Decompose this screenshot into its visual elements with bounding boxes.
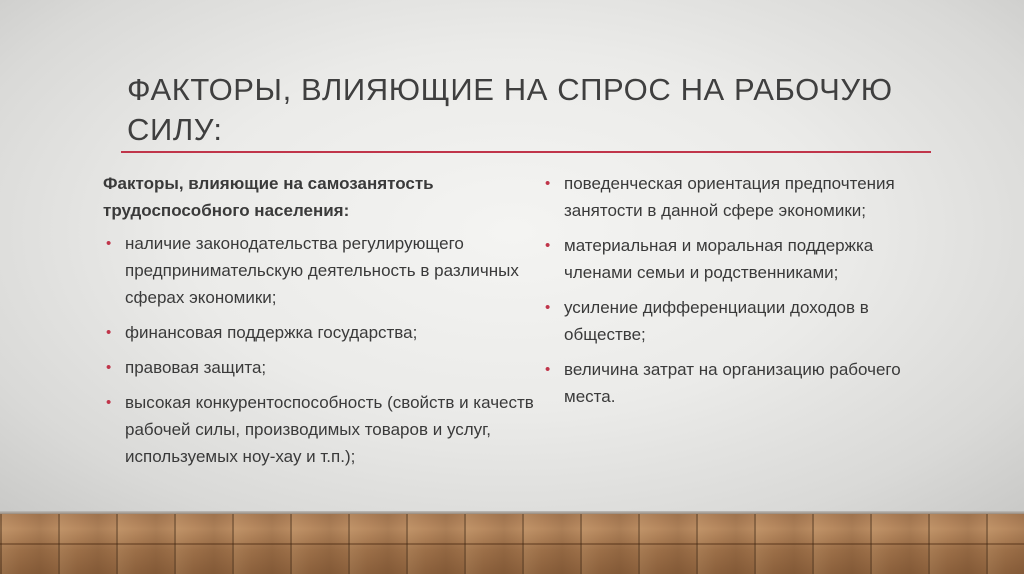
list-item — [103, 354, 543, 381]
bullet-icon: • — [545, 299, 551, 316]
list-item-text: наличие законодательства регулирующего предпринимательскую деятельность в различных сферах экономики; — [125, 234, 519, 307]
list-item-text: величина затрат на организацию рабочего места. — [564, 360, 901, 406]
list-item-text: усиление дифференциации доходов в обществе; — [564, 298, 869, 344]
left-bullet-list — [103, 230, 543, 470]
bullet-icon: • — [545, 237, 551, 254]
list-item — [542, 232, 942, 286]
bullet-icon: • — [106, 394, 112, 411]
list-item — [103, 230, 543, 311]
list-item-text: поведенческая ориентация предпочтения занятости в данной сфере экономики; — [564, 174, 895, 220]
bullet-icon: • — [106, 235, 112, 252]
bullet-icon: • — [545, 175, 551, 192]
list-item — [103, 389, 543, 470]
left-column-heading: Факторы, влияющие на самозанятость трудоспособного населения: — [103, 174, 434, 220]
right-bullet-list — [542, 170, 942, 410]
bullet-icon: • — [545, 361, 551, 378]
list-item — [542, 170, 942, 224]
list-item-text: материальная и моральная поддержка членами семьи и родственниками; — [564, 236, 874, 282]
list-item-text: правовая защита; — [125, 358, 267, 377]
right-column — [542, 170, 942, 418]
slide-title: ФАКТОРЫ, ВЛИЯЮЩИЕ НА СПРОС НА РАБОЧУЮ СИЛУ: — [127, 72, 893, 147]
list-item — [103, 319, 543, 346]
list-item-text: высокая конкурентоспособность (свойств и качеств рабочей силы, производимых товаров и услуг, используемых ноу-хау и т.п.); — [125, 393, 534, 466]
floor-seam — [0, 543, 1024, 545]
list-item-text: финансовая поддержка государства; — [125, 323, 418, 342]
left-column — [103, 170, 543, 478]
title-underline — [121, 151, 931, 153]
bullet-icon: • — [106, 324, 112, 341]
list-item — [542, 294, 942, 348]
bullet-icon: • — [106, 359, 112, 376]
list-item — [542, 356, 942, 410]
